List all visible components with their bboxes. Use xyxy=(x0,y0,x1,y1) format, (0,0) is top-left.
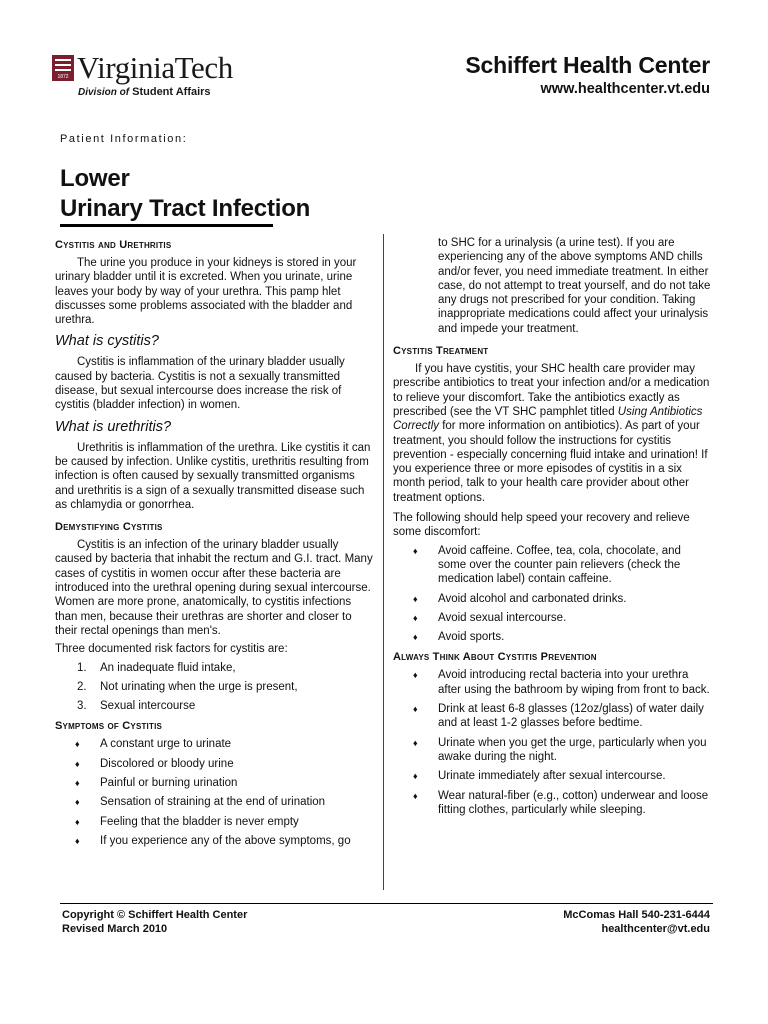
list-item: ♦ Avoid introducing rectal bacteria into your urethra after using the bathroom by wiping from front to back. xyxy=(413,669,710,696)
revision-date: Revised March 2010 xyxy=(62,922,168,935)
diamond-bullet-icon: ♦ xyxy=(75,835,80,846)
diamond-bullet-icon: ♦ xyxy=(413,704,418,715)
risk-factors-list xyxy=(55,661,375,714)
title-underline xyxy=(60,224,273,227)
list-item: ♦ Feeling that the bladder is never empty xyxy=(75,815,299,828)
health-center-name: Schiffert Health Center xyxy=(465,52,710,78)
diamond-bullet-icon: ♦ xyxy=(413,790,418,801)
subheading-what-is-cystitis: What is cystitis? xyxy=(55,333,159,350)
list-item: ♦ Avoid sports. xyxy=(413,631,505,644)
relief-intro: The following should help speed your recovery and relieve some discomfort: xyxy=(393,512,690,539)
copyright-notice: Copyright © Schiffert Health Center xyxy=(62,909,248,921)
list-item: ♦ Urinate when you get the urge, particularly when you awake during the night. xyxy=(413,736,707,763)
list-item: ♦ Avoid sexual intercourse. xyxy=(413,611,567,624)
list-item: ♦ If you experience any of the above symptoms, go xyxy=(75,834,351,847)
left-column xyxy=(55,238,375,853)
section-heading-cystitis-urethritis: Cystitis and Urethritis xyxy=(55,239,172,251)
section-heading-treatment: Cystitis Treatment xyxy=(393,345,489,358)
list-item: 3. Sexual intercourse xyxy=(77,700,196,713)
logo-wordmark: VirginiaTech xyxy=(77,50,233,85)
university-seal-icon: 1872 xyxy=(52,55,74,81)
right-column xyxy=(393,236,711,822)
list-item: ♦ Urinate immediately after sexual intercourse. xyxy=(413,770,666,783)
diamond-bullet-icon: ♦ xyxy=(413,632,418,643)
diamond-bullet-icon: ♦ xyxy=(413,612,418,623)
relief-list xyxy=(393,544,711,645)
address-phone: McComas Hall 540-231-6444 xyxy=(563,909,710,921)
diamond-bullet-icon: ♦ xyxy=(75,797,80,808)
demystifying-paragraph: Cystitis is an infection of the urinary bladder usually caused by bacteria that inhabit the rectum and G.I. tract. Many cases of cystitis in women occur after these bacteria are introduced into the urethral opening during sexual intercourse. Women are more prone, anatomically, to cystitis infections than men, because their urethras are shorter and closer to their rectal openings than men's. xyxy=(55,539,373,637)
diamond-bullet-icon: ♦ xyxy=(413,737,418,748)
list-item: 2. Not urinating when the urge is present, xyxy=(77,680,298,693)
health-center-url[interactable]: www.healthcenter.vt.edu xyxy=(540,81,710,97)
column-divider xyxy=(383,234,384,890)
document-title: Lower Urinary Tract Infection xyxy=(60,165,311,222)
list-item: ♦ Drink at least 6-8 glasses (12oz/glass) of water daily and at least 1-2 glasses before bedtime. xyxy=(413,703,704,730)
list-item: ♦ Wear natural-fiber (e.g., cotton) underwear and loose fitting clothes, particularly while sleeping. xyxy=(413,789,709,816)
list-item: 1. An inadequate fluid intake, xyxy=(77,661,236,674)
list-item: ♦ Avoid caffeine. Coffee, tea, cola, chocolate, and some over the counter pain relievers (check the medication label) contain caffeine. xyxy=(413,544,681,586)
footer-divider xyxy=(60,903,713,904)
diamond-bullet-icon: ♦ xyxy=(413,670,418,681)
footer-right xyxy=(563,909,710,936)
symptoms-continuation: to SHC for a urinalysis (a urine test). If you are experiencing any of the above symptoms AND chills and/or fever, you need immediate treatment. In either case, do not attempt to treat yourself, and do not take any drugs not prescribed for your condition. Taking inappropriate medications could affect your urinalysis and impede your treatment. xyxy=(438,237,711,335)
diamond-bullet-icon: ♦ xyxy=(75,758,80,769)
diamond-bullet-icon: ♦ xyxy=(75,816,80,827)
list-item: ♦ Discolored or bloody urine xyxy=(75,757,234,770)
diamond-bullet-icon: ♦ xyxy=(413,771,418,782)
treatment-paragraph: If you have cystitis, your SHC health care provider may prescribe antibiotics to treat your infection and/or a medication to relieve your discomfort. Take the antibiotics exactly as prescribed (see the VT SHC pamphlet titled Using Antibiotics Correctly for more information on antibiotics). As part of your treatment, you should follow the instructions for cystitis prevention - especially concerning fluid intake and urination! If you experience three or more episodes of cystitis in a six month period, talk to your health care provider about other treatment options. xyxy=(393,363,710,504)
virginia-tech-logo xyxy=(52,52,252,102)
list-item: ♦ Avoid alcohol and carbonated drinks. xyxy=(413,592,627,605)
contact-email[interactable]: healthcenter@vt.edu xyxy=(601,922,710,935)
subheading-what-is-urethritis: What is urethritis? xyxy=(55,418,172,435)
patient-info-label: Patient Information: xyxy=(60,133,188,145)
urethritis-definition: Urethritis is inflammation of the urethra. Like cystitis it can be caused by infection. Unlike cystitis, urethritis resulting from infection is often caused by sexually transmitted organisms and urethritis is a sign of a sexually transmitted disease such as chlamydia or gonorrhea. xyxy=(55,441,371,511)
diamond-bullet-icon: ♦ xyxy=(75,739,80,750)
intro-paragraph: The urine you produce in your kidneys is stored in your urinary bladder until it is excreted. When you urinate, urine leaves your body by way of your urethra. This pamp hlet discusses some problems associated with the bladder and urethra. xyxy=(55,257,357,327)
diamond-bullet-icon: ♦ xyxy=(413,545,418,556)
section-heading-symptoms: Symptoms of Cystitis xyxy=(55,720,163,733)
diamond-bullet-icon: ♦ xyxy=(75,778,80,789)
section-heading-demystifying: Demystifying Cystitis xyxy=(55,521,163,534)
list-item: ♦ Sensation of straining at the end of urination xyxy=(75,796,326,809)
section-heading-prevention: Always Think About Cystitis Prevention xyxy=(393,651,597,664)
cystitis-definition: Cystitis is inflammation of the urinary bladder usually caused by bacteria. Cystitis is not a sexually transmitted disease, but sexual intercourse does increase the risk of cystitis (bladder infection) in women. xyxy=(55,356,345,412)
logo-division: Division of Student Affairs xyxy=(78,86,211,98)
prevention-list xyxy=(393,668,711,817)
list-item: ♦ Painful or burning urination xyxy=(75,777,238,790)
risk-factors-intro: Three documented risk factors for cystitis are: xyxy=(55,643,288,656)
diamond-bullet-icon: ♦ xyxy=(413,593,418,604)
symptoms-list xyxy=(55,737,375,848)
pamphlet-title: Using Antibiotics Correctly xyxy=(393,405,703,433)
footer-left xyxy=(62,909,247,936)
list-item: ♦ A constant urge to urinate xyxy=(75,738,232,751)
